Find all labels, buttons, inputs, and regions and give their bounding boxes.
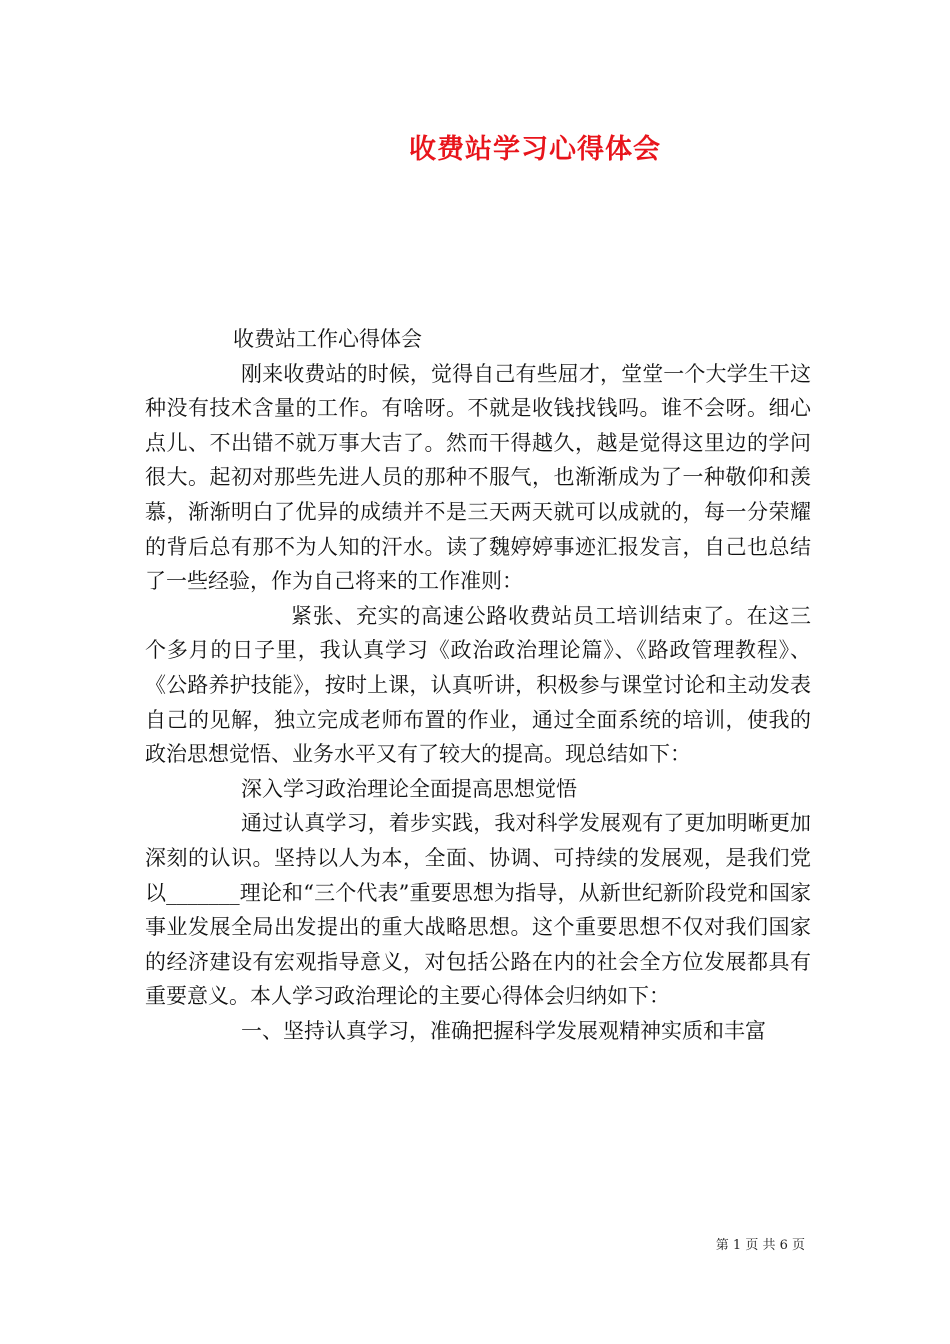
paragraph-1: 刚来收费站的时候，觉得自己有些屈才，堂堂一个大学生干这种没有技术含量的工作。有啥呀。不就是收钱找钱吗。谁不会呀。细心点儿、不出错不就万事大吉了。然而干得越久，越是觉得这里边的学问很大。起初对那些先进人员的那种不服气，也渐渐成为了一种敬仰和羡慕，渐渐明白了优异的成绩并不是三天两天就可以成就的，每一分荣耀的背后总有那不为人知的汗水。读了魏婷婷事迹汇报发言，自己也总结了一些经验，作为自己将来的工作准则： xyxy=(145,361,811,594)
paragraph-2: 紧张、充实的高速公路收费站员工培训结束了。在这三个多月的日子里，我认真学习《政治政治理论篇》、《路政管理教程》、《公路养护技能》，按时上课，认真听讲，积极参与课堂讨论和主动发表自己的见解，独立完成老师布置的作业，通过全面系统的培训，使我的政治思想觉悟、业务水平又有了较大的提高。现总结如下： xyxy=(145,603,811,767)
document-title: 收费站学习心得体会 xyxy=(409,134,661,165)
paragraph-4: 一、坚持认真学习，准确把握科学发展观精神实质和丰富 xyxy=(241,1018,766,1043)
paragraph-3: 通过认真学习，着步实践，我对科学发展观有了更加明晰更加深刻的认识。坚持以人为本，全面、协调、可持续的发展观，是我们党以_______理论和“三个代表”重要思想为指导，从新世纪新阶段党和国家事业发展全局出发提出的重大战略思想。这个重要思想不仅对我们国家的经济建设有宏观指导意义，对包括公路在内的社会全方位发展都具有重要意义。本人学习政治理论的主要心得体会归纳如下： xyxy=(145,811,811,1009)
document-body xyxy=(145,322,811,1048)
section-subtitle: 收费站工作心得体会 xyxy=(233,327,422,351)
page-number: 第 1 页 共 6 页 xyxy=(715,1238,805,1253)
section-heading: 深入学习政治理论全面提高思想觉悟 xyxy=(241,776,577,801)
